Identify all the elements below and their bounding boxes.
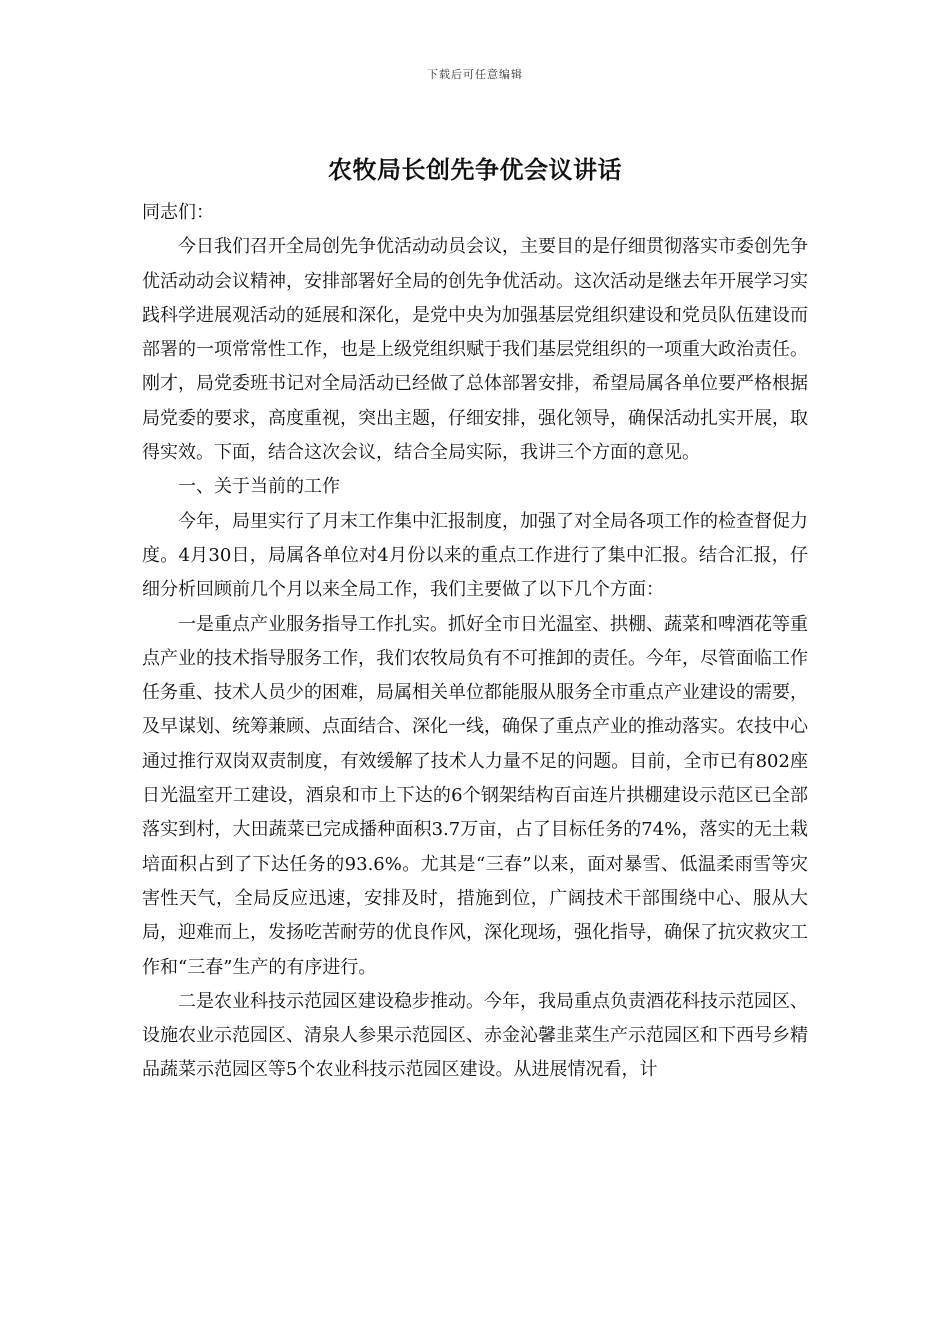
paragraph-key-industries: 一是重点产业服务指导工作扎实。抓好全市日光温室、拱棚、蔬菜和啤酒花等重点产业的技术指导服务工作，我们农牧局负有不可推卸的责任。今年，尽管面临工作任务重、技术人员少的困难，局属相关单位都能服从服务全市重点产业建设的需要，及早谋划、统筹兼顾、点面结合、深化一线，确保了重点产业的推动落实。农技中心通过推行双岗双责制度，有效缓解了技术人力量不足的问题。目前，全市已有802座日光温室开工建设，酒泉和市上下达的6个钢架结构百亩连片拱棚建设示范区已全部落实到村，大田蔬菜已完成播种面积3.7万亩，占了目标任务的74%，落实的无土栽培面积占到了下达任务的93.6%。尤其是“三春”以来，面对暴雪、低温柔雨雪等灾害性天气，全局反应迅速，安排及时，措施到位，广阔技术干部围绕中心、服从大局，迎难而上，发扬吃苦耐劳的优良作风，深化现场，强化指导，确保了抗灾救灾工作和“三春”生产的有序进行。 — [142, 613, 808, 978]
salutation: 同志们： — [142, 202, 214, 223]
section-heading-current-work: 一、关于当前的工作 — [178, 476, 340, 498]
paragraph-demo-parks: 二是农业科技示范园区建设稳步推动。今年，我局重点负责酒花科技示范园区、设施农业示范园区、清泉人参果示范园区、赤金沁馨韭菜生产示范园区和下西号乡精品蔬菜示范园区等5个农业科技示范园区建设。从进展情况看，计 — [142, 990, 808, 1081]
header-note: 下载后可任意编辑 — [427, 68, 523, 81]
paragraph-reporting-system: 今年，局里实行了月末工作集中汇报制度，加强了对全局各项工作的检查督促力度。4月30日，局属各单位对4月份以来的重点工作进行了集中汇报。结合汇报，仔细分析回顾前几个月以来全局工作，我们主要做了以下几个方面： — [142, 510, 808, 601]
document-title: 农牧局长创先争优会议讲话 — [328, 155, 622, 184]
document-body — [142, 196, 808, 1088]
paragraph-intro: 今日我们召开全局创先争优活动动员会议，主要目的是仔细贯彻落实市委创先争优活动动会议精神，安排部署好全局的创先争优活动。这次活动是继去年开展学习实践科学进展观活动的延展和深化，是党中央为加强基层党组织建设和党员队伍建设而部署的一项常常性工作，也是上级党组织赋于我们基层党组织的一项重大政治责任。刚才，局党委班书记对全局活动已经做了总体部署安排，希望局属各单位要严格根据局党委的要求，高度重视，突出主题，仔细安排，强化领导，确保活动扎实开展，取得实效。下面，结合这次会议，结合全局实际，我讲三个方面的意见。 — [142, 236, 808, 464]
